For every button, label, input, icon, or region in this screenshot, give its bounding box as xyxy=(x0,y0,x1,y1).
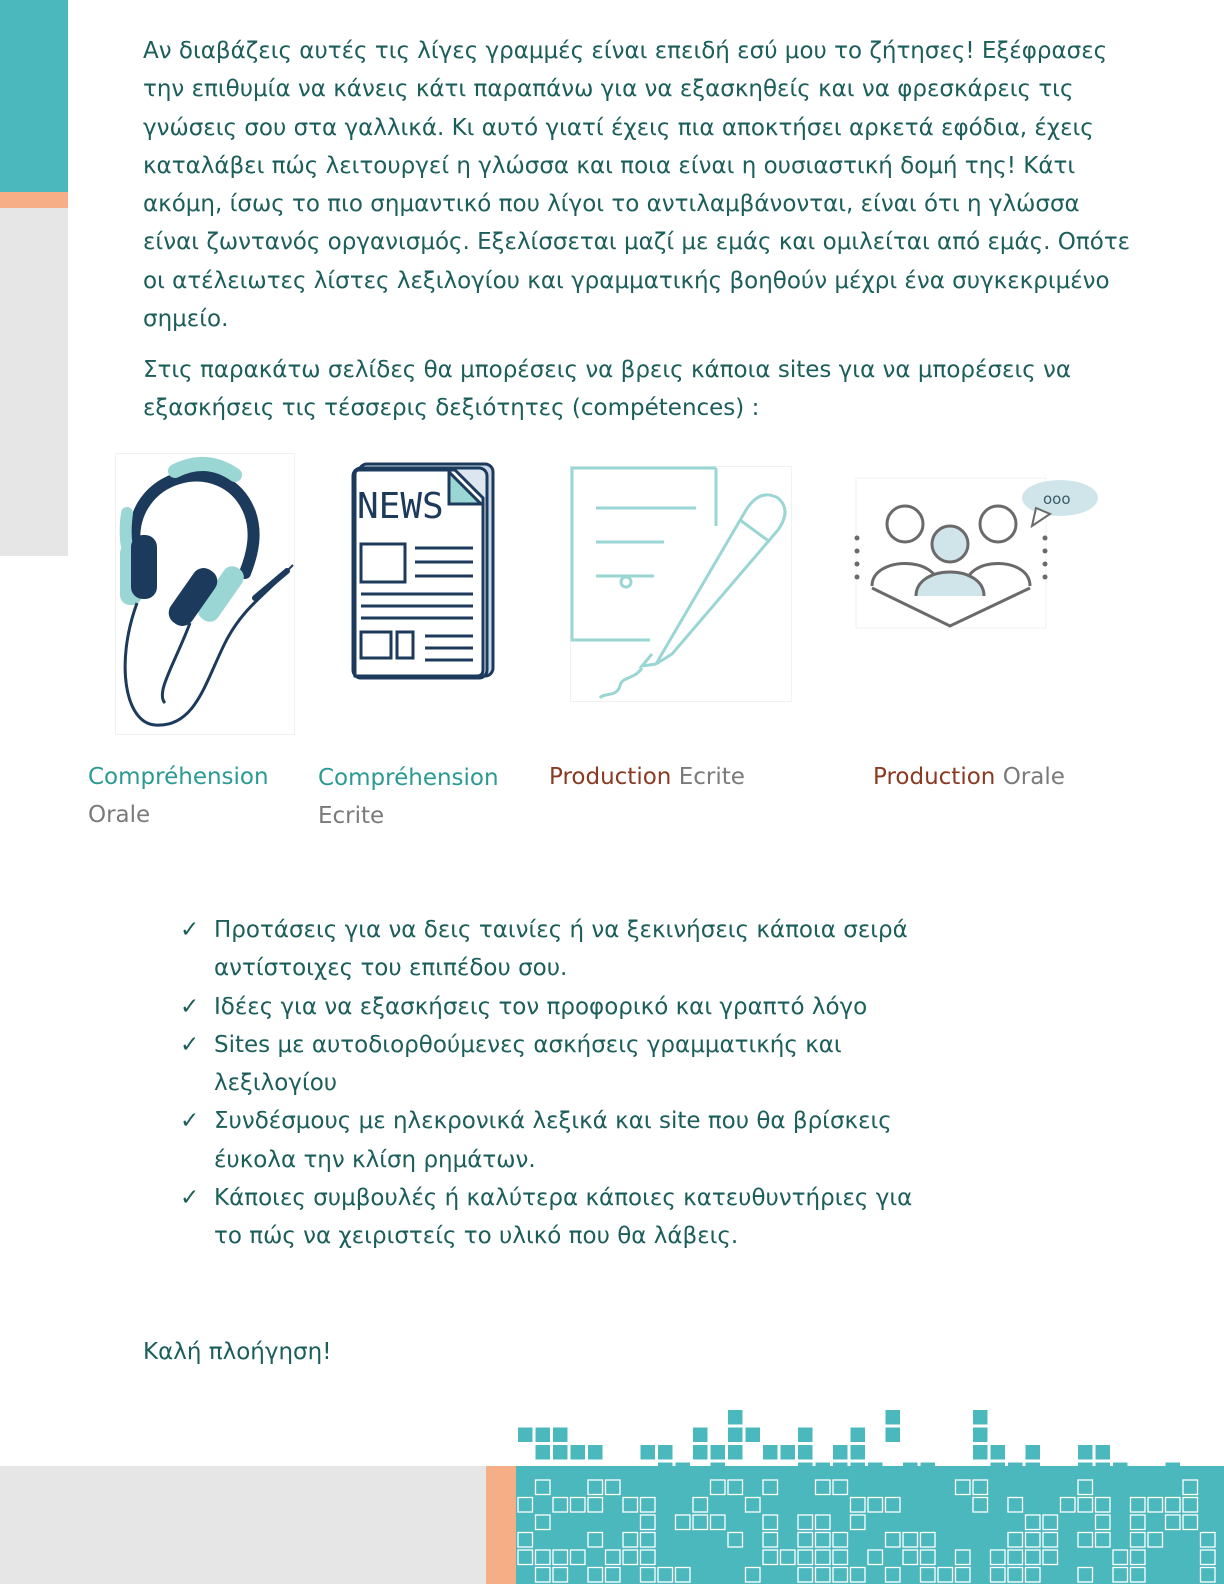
footer-pixel-pattern xyxy=(516,1410,1224,1584)
closing-text: Καλή πλοήγηση! xyxy=(143,1339,332,1365)
check-icon: ✓ xyxy=(180,1185,200,1212)
check-icon: ✓ xyxy=(180,993,200,1020)
check-icon: ✓ xyxy=(180,1108,200,1135)
skill-writing-word1: Production xyxy=(549,764,672,790)
skill-speaking xyxy=(873,758,1133,796)
skill-listening-word1: Compréhension xyxy=(88,764,269,790)
news-label: NEWS xyxy=(357,486,444,527)
skills-intro-paragraph: Στις παρακάτω σελίδες θα μπορέσεις να βρεις κάποια sites για να μπορέσεις να εξασκήσεις τις τέσσερις δεξιότητες (compétences) : xyxy=(143,357,1072,422)
checklist-item: ✓ Sites με αυτοδιορθούμενες ασκήσεις γραμματικής και λεξιλογίου xyxy=(180,1026,940,1103)
intro-paragraph: Αν διαβάζεις αυτές τις λίγες γραμμές είναι επειδή εσύ μου το ζήτησες! Εξέφρασες την επιθυμία να κάνεις κάτι παραπάνω για να εξασκηθείς και να φρεσκάρεις τις γνώσεις σου στα γαλλικά. Κι αυτό γιατί έχεις πια αποκτήσει αρκετά εφόδια, έχεις καταλάβει πώς λειτουργεί η γλώσσα και ποια είναι η ουσιαστική δομή της! Κάτι ακόμη, ίσως το πιο σημαντικό που λίγοι το αντιλαμβάνονται, είναι ότι η γλώσσα είναι ζωντανός οργανισμός. Εξελίσσεται μαζί με εμάς και ομιλείται από εμάς. Οπότε οι ατέλειωτες λίστες λεξιλογίου και γραμματικής βοηθούν μέχρι ένα συγκεκριμένο σημείο. xyxy=(143,38,1131,333)
skill-writing xyxy=(549,758,809,796)
side-accent-grey xyxy=(0,208,68,556)
skill-speaking-word1: Production xyxy=(873,764,996,790)
checklist-item: ✓ Κάποιες συμβουλές ή καλύτερα κάποιες κατευθυντήριες για το πώς να χειριστείς το υλικό που θα λάβεις. xyxy=(180,1179,940,1256)
checklist-item: ✓ Συνδέσμους με ηλεκρονικά λεξικά και site που θα βρίσκεις έυκολα την κλίση ρημάτων. xyxy=(180,1102,940,1179)
skill-reading-word2: Ecrite xyxy=(318,803,385,829)
side-accent-teal xyxy=(0,0,68,192)
pen-paper-icon xyxy=(570,466,792,702)
skill-reading-word1: Compréhension xyxy=(318,765,499,791)
group-speech-icon xyxy=(850,476,1100,632)
skill-speaking-word2: Orale xyxy=(1002,764,1065,790)
skill-writing-word2: Ecrite xyxy=(678,764,745,790)
skill-listening-word2: Orale xyxy=(88,802,151,828)
footer-grey-band xyxy=(0,1466,486,1584)
check-icon: ✓ xyxy=(180,1031,200,1058)
check-icon: ✓ xyxy=(180,917,200,943)
side-accent-orange xyxy=(0,192,68,208)
skill-listening xyxy=(88,758,288,834)
speech-dots: ooo xyxy=(1043,490,1071,508)
headphones-icon xyxy=(115,453,295,735)
skill-reading xyxy=(318,759,518,835)
footer-orange-band xyxy=(486,1466,516,1584)
checklist-item: ✓ Προτάσεις για να δεις ταινίες ή να ξεκινήσεις κάποια σειρά αντίστοιχες του επιπέδου σου. xyxy=(180,911,940,988)
features-checklist xyxy=(180,911,940,1256)
checklist-item: ✓ Ιδέες για να εξασκήσεις τον προφορικό και γραπτό λόγο xyxy=(180,988,940,1026)
newspaper-icon xyxy=(345,460,497,682)
